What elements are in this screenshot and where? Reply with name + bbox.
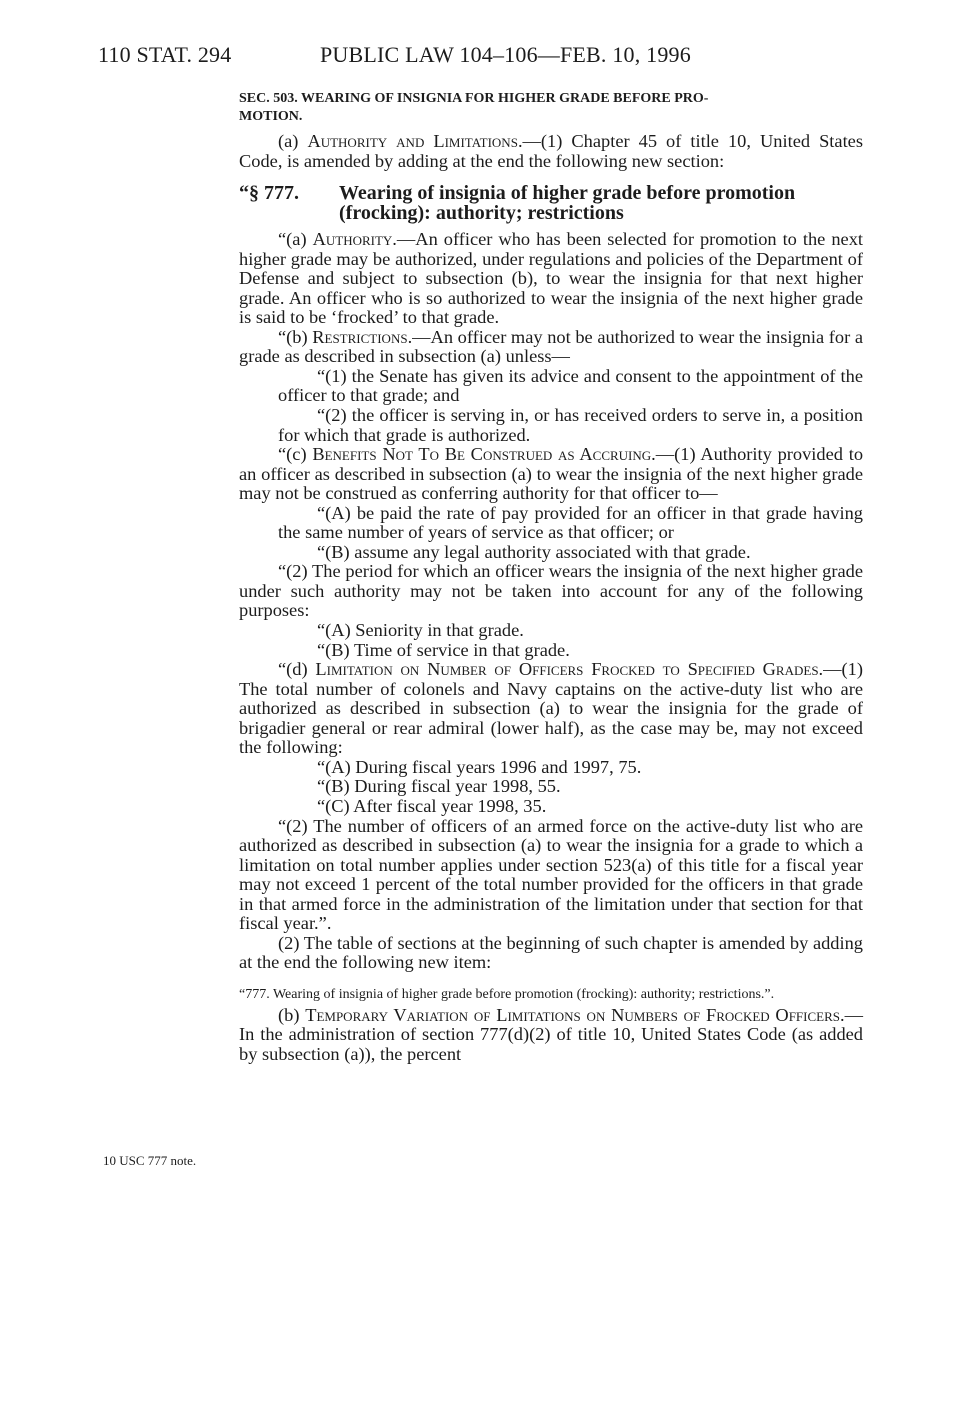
margin-note: 10 USC 777 note.: [103, 1153, 197, 1168]
clause-dB: “(B) During fiscal year 1998, 55.: [317, 776, 561, 797]
clause-cA: “(A) be paid the rate of pay provided for an officer in that grade having the same number of years of service as that officer; or: [278, 502, 863, 543]
clause-b1: “(1) the Senate has given its advice and consent to the appointment of the officer to that grade; and: [278, 365, 863, 406]
new-section-heading: “§ 777. Wearing of insignia of higher grade before promotion (frocking): authority; restrictions: [239, 182, 796, 225]
subsection-a-authority-and-limitations: (a) Authority and Limitations.—(1) Chapter 45 of title 10, United States Code, is amended by adding at the end the following new section:: [239, 131, 863, 171]
document-body: [239, 90, 863, 1065]
subsection-b-temporary-variation: (b) Temporary Variation of Limitations on Numbers of Frocked Officers.—In the administration of section 777(d)(2) of title 10, United States Code (as added by subsection (a)), the percent: [239, 1004, 864, 1064]
clause-c2A: “(A) Seniority in that grade.: [317, 620, 524, 641]
clause-dA: “(A) During fiscal years 1996 and 1997, 75.: [317, 756, 642, 777]
paragraph-c-benefits: “(c) Benefits Not To Be Construed as Accruing.—(1) Authority provided to an officer as described in subsection (a) to wear the insignia of the next higher grade may not be construed as conferring authority for that officer to—: [239, 444, 864, 504]
clause-dC: “(C) After fiscal year 1998, 35.: [317, 795, 547, 816]
public-law-reference: PUBLIC LAW 104–106—FEB. 10, 1996: [320, 42, 691, 67]
section-heading: SEC. 503. WEARING OF INSIGNIA FOR HIGHER GRADE BEFORE PRO- MOTION.: [239, 91, 709, 124]
paragraph-c2: “(2) The period for which an officer wears the insignia of the next higher grade under such authority may not be taken into account for any of the following purposes:: [239, 561, 863, 621]
clause-b2: “(2) the officer is serving in, or has received orders to serve in, a position for which that grade is authorized.: [278, 405, 863, 445]
page-header: [98, 42, 691, 68]
paragraph-a-authority: “(a) Authority.—An officer who has been selected for promotion to the next higher grade may be authorized, under regulations and policies of the Department of Defense and subject to subsection (b), to wear the insignia for that next higher grade. An officer who is so authorized to wear the insignia of the next higher grade is said to be ‘frocked’ to that grade.: [239, 229, 863, 328]
stat-page-reference: 110 STAT. 294: [98, 42, 232, 67]
clause-c2B: “(B) Time of service in that grade.: [317, 639, 570, 660]
paragraph-d-limitation: “(d) Limitation on Number of Officers Frocked to Specified Grades.—(1) The total number of colonels and Navy captains on the active-duty list who are authorized as described in subsection (a) to wear the insignia for the grade of brigadier general or rear admiral (lower half), as the case may be, may not exceed the following:: [239, 659, 863, 758]
clause-cB: “(B) assume any legal authority associated with that grade.: [317, 541, 751, 562]
paragraph-table-of-sections: (2) The table of sections at the beginning of such chapter is amended by adding at the end the following new item:: [239, 932, 863, 973]
paragraph-d2: “(2) The number of officers of an armed force on the active-duty list who are authorized as described in subsection (a) to wear the insignia for a grade to which a limitation on total number applies under section 523(a) of this title for a fiscal year may not exceed 1 percent of the total number provided for the officers in that grade in that armed force in the administration of the limitation under that section for that fiscal year.”.: [239, 815, 863, 934]
paragraph-b-restrictions: “(b) Restrictions.—An officer may not be authorized to wear the insignia for a grade as described in subsection (a) unless—: [239, 326, 863, 367]
table-of-sections-item: “777. Wearing of insignia of higher grade before promotion (frocking): authority; restrictions.”.: [239, 986, 775, 1002]
